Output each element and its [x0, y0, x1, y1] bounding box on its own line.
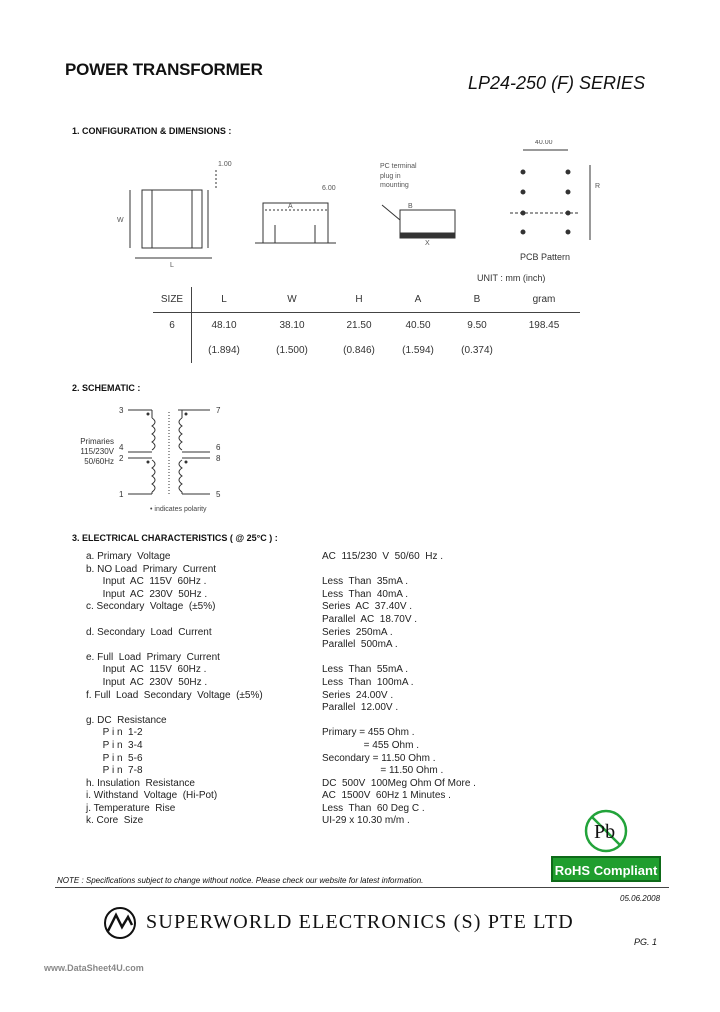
primaries-label	[74, 437, 114, 467]
secondary-coil-lower	[179, 460, 182, 492]
electrical-row-value: Less Than 100mA .	[322, 676, 414, 688]
electrical-row-value: Secondary = 11.50 Ohm .	[322, 752, 436, 764]
electrical-row-label: Input AC 230V 50Hz .	[86, 588, 208, 600]
electrical-row-label	[86, 702, 316, 715]
cell-size-inch	[153, 338, 192, 363]
electrical-row-label: P i n 3-4	[86, 739, 143, 751]
document-date: 05.06.2008	[620, 894, 661, 903]
electrical-row-label: a. Primary Voltage	[86, 551, 171, 562]
electrical-row-value: AC 1500V 60Hz 1 Minutes .	[322, 790, 451, 802]
secondary-coil-upper	[179, 418, 182, 450]
specifications-note: NOTE : Specifications subject to change without notice. Please check our website for latest information.	[57, 876, 424, 885]
header-size: SIZE	[153, 287, 192, 313]
pin-6: 6	[216, 443, 221, 452]
electrical-row-value: Less Than 55mA .	[322, 664, 408, 676]
electrical-row-label: h. Insulation Resistance	[86, 777, 195, 789]
l-label: L	[170, 262, 174, 269]
electrical-values	[322, 551, 552, 828]
cell-l-inch: (1.894)	[208, 345, 240, 356]
dim-mid: 6.00	[322, 185, 336, 192]
dim-pcb: 40.00	[535, 140, 553, 146]
header-h: H	[328, 287, 390, 313]
pcb-pattern-label: PCB Pattern	[520, 252, 571, 262]
a-label: A	[288, 203, 293, 210]
primaries-line: Primaries	[80, 437, 114, 446]
electrical-row-label: i. Withstand Voltage (Hi-Pot)	[86, 790, 218, 802]
cell-b-inch: (0.374)	[461, 345, 493, 356]
page-title: POWER TRANSFORMER	[65, 60, 263, 79]
electrical-row-value	[322, 652, 552, 665]
electrical-row-value: = 455 Ohm .	[322, 739, 419, 751]
dimensions-table	[153, 287, 580, 363]
polarity-note: • indicates polarity	[150, 506, 207, 513]
electrical-row-label: c. Secondary Voltage (±5%)	[86, 601, 216, 613]
header-l: L	[192, 287, 257, 313]
electrical-row-value: Parallel 500mA .	[322, 639, 398, 651]
polarity-dots	[147, 413, 188, 464]
pin-8: 8	[216, 454, 221, 463]
electrical-row-label: P i n 1-2	[86, 727, 143, 739]
company-logo-icon	[102, 905, 138, 941]
electrical-row-value: UI-29 x 10.30 m/m .	[322, 815, 410, 827]
b-label: B	[408, 203, 413, 210]
table-header-row	[153, 287, 580, 313]
pcb-pattern-holes	[521, 170, 570, 234]
electrical-row-label	[86, 639, 316, 652]
primary-coil-lower	[152, 460, 155, 492]
electrical-row-label: k. Core Size	[86, 815, 144, 827]
cell-w: 38.10	[279, 320, 305, 331]
electrical-row-value: Less Than 60 Deg C .	[322, 802, 425, 814]
company-name: SUPERWORLD ELECTRONICS (S) PTE LTD	[146, 911, 574, 933]
front-view-body	[263, 203, 328, 243]
schematic-diagram	[110, 400, 240, 510]
pin-5: 5	[216, 490, 221, 499]
electrical-row-value	[322, 715, 552, 728]
footer-divider	[55, 887, 669, 888]
pb-text: Pb	[594, 821, 616, 843]
electrical-row-value: Parallel 12.00V .	[322, 702, 399, 714]
rohs-compliant-badge: RoHS Compliant	[551, 856, 661, 882]
header-a: A	[390, 287, 446, 313]
plug-in-label: plug in	[380, 173, 401, 180]
electrical-row-label: P i n 7-8	[86, 765, 143, 777]
cell-l: 48.10	[211, 320, 237, 331]
pin-4: 4	[119, 443, 124, 452]
pin-2: 2	[119, 454, 124, 463]
side-view-body	[142, 190, 202, 248]
electrical-row-value: Less Than 40mA .	[322, 588, 408, 600]
pin-3: 3	[119, 406, 124, 415]
header-w: W	[256, 287, 328, 313]
electrical-row-value	[322, 564, 552, 577]
cell-gram: 198.45	[528, 320, 560, 331]
w-label: W	[117, 217, 124, 224]
cell-h-inch: (0.846)	[343, 345, 375, 356]
electrical-row-value: = 11.50 Ohm .	[322, 765, 444, 777]
table-row	[153, 338, 580, 363]
electrical-row-value: DC 500V 100Meg Ohm Of More .	[322, 777, 476, 789]
primary-coil-upper	[152, 418, 155, 450]
x-label: X	[425, 240, 430, 247]
watermark: www.DataSheet4U.com	[44, 963, 144, 973]
page-number: PG. 1	[634, 937, 658, 947]
electrical-row-value: AC 115/230 V 50/60 Hz .	[322, 551, 443, 562]
dim-top-pin: 1.00	[218, 161, 232, 168]
electrical-row-label: Input AC 115V 60Hz .	[86, 576, 207, 588]
electrical-row-label: P i n 5-6	[86, 752, 143, 764]
cell-h: 21.50	[346, 320, 372, 331]
electrical-row-label: f. Full Load Secondary Voltage (±5%)	[86, 689, 263, 701]
primaries-voltage: 115/230V	[80, 447, 114, 456]
electrical-labels	[86, 551, 316, 828]
electrical-row-label: Input AC 230V 50Hz .	[86, 676, 208, 688]
cell-b: 9.50	[467, 320, 487, 331]
electrical-row-label: j. Temperature Rise	[86, 802, 176, 814]
pin-1: 1	[119, 490, 124, 499]
primaries-frequency: 50/60Hz	[84, 457, 114, 466]
electrical-row-label: d. Secondary Load Current	[86, 626, 212, 638]
header-gram: gram	[508, 287, 580, 313]
section-electrical-heading: 3. ELECTRICAL CHARACTERISTICS ( @ 25°C ) :	[72, 533, 278, 543]
series-name: LP24-250 (F) SERIES	[468, 73, 646, 93]
dimension-drawings	[100, 140, 620, 270]
electrical-row-label: b. NO Load Primary Current	[86, 563, 217, 575]
electrical-row-value: Series AC 37.40V .	[322, 601, 413, 613]
electrical-row-label: Input AC 115V 60Hz .	[86, 664, 207, 676]
cell-a-inch: (1.594)	[402, 345, 434, 356]
pin-7: 7	[216, 406, 221, 415]
table-row	[153, 313, 580, 339]
cell-w-inch: (1.500)	[276, 345, 308, 356]
pcb-dim-r: R	[595, 183, 601, 190]
unit-label: UNIT : mm (inch)	[477, 273, 546, 283]
pb-free-badge	[583, 808, 629, 854]
section-configuration-heading: 1. CONFIGURATION & DIMENSIONS :	[72, 126, 232, 136]
electrical-row-value: Parallel AC 18.70V .	[322, 613, 418, 625]
electrical-row-value: Series 250mA .	[322, 626, 393, 638]
section-schematic-heading: 2. SCHEMATIC :	[72, 383, 141, 393]
cell-a: 40.50	[405, 320, 431, 331]
electrical-row-value: Series 24.00V .	[322, 689, 394, 701]
electrical-row-value: Primary = 455 Ohm .	[322, 727, 415, 739]
electrical-row-value: Less Than 35mA .	[322, 576, 408, 588]
cell-gram-inch	[508, 338, 580, 363]
electrical-row-label: e. Full Load Primary Current	[86, 651, 220, 663]
mounting-label: mounting	[380, 182, 409, 189]
header-b: B	[446, 287, 508, 313]
electrical-row-label	[86, 614, 316, 627]
pc-terminal-label: PC terminal	[380, 163, 417, 170]
electrical-row-label: g. DC Resistance	[86, 714, 167, 726]
cell-size: 6	[153, 313, 192, 339]
